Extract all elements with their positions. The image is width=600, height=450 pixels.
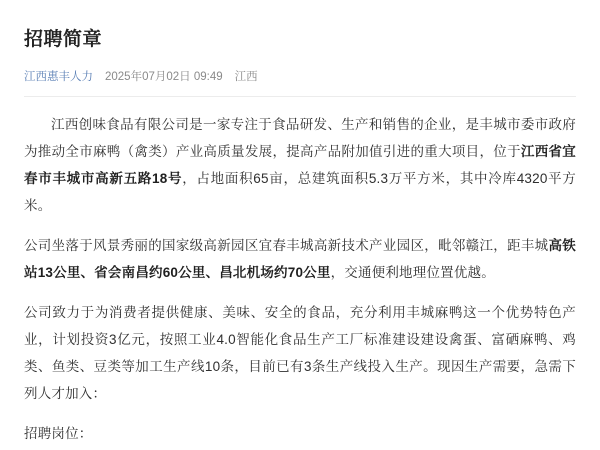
paragraph-4: 招聘岗位： [24,426,93,441]
paragraph-2: 公司坐落于风景秀丽的国家级高新园区宜春丰城高新技术产业园区，毗邻赣江，距丰城高铁站13公里、省会南昌约60公里、昌北机场约70公里，交通便利地理位置优越。 [24,238,576,280]
paragraph-3: 公司致力于为消费者提供健康、美味、安全的食品，充分利用丰城麻鸭这一个优势特色产业，计划投资3亿元，按照工业4.0智能化食品生产工厂标准建设建设禽蛋、富硒麻鸭、鸡类、鱼类、豆类等加工生产线10条，目前已有3条生产线投入生产。现因生产需要，急需下列人才加入： [24,305,576,401]
article-body [24,111,576,447]
paragraph-1: 江西创味食品有限公司是一家专注于食品研发、生产和销售的企业，是丰城市委市政府为推动全市麻鸭（禽类）产业高质量发展，提高产品附加值引进的重大项目，位于江西省宜春市丰城市高新五路18号，占地面积65亩，总建筑面积5.3万平方米，其中冷库4320平方米。 [24,117,576,213]
meta-region: 江西 [234,71,258,83]
meta-date: 2025年07月02日 09:49 [105,71,223,83]
page-title: 招聘简章 [24,29,103,50]
header-divider [24,96,576,97]
meta-source[interactable]: 江西惠丰人力 [24,71,93,83]
article-meta [24,68,576,84]
